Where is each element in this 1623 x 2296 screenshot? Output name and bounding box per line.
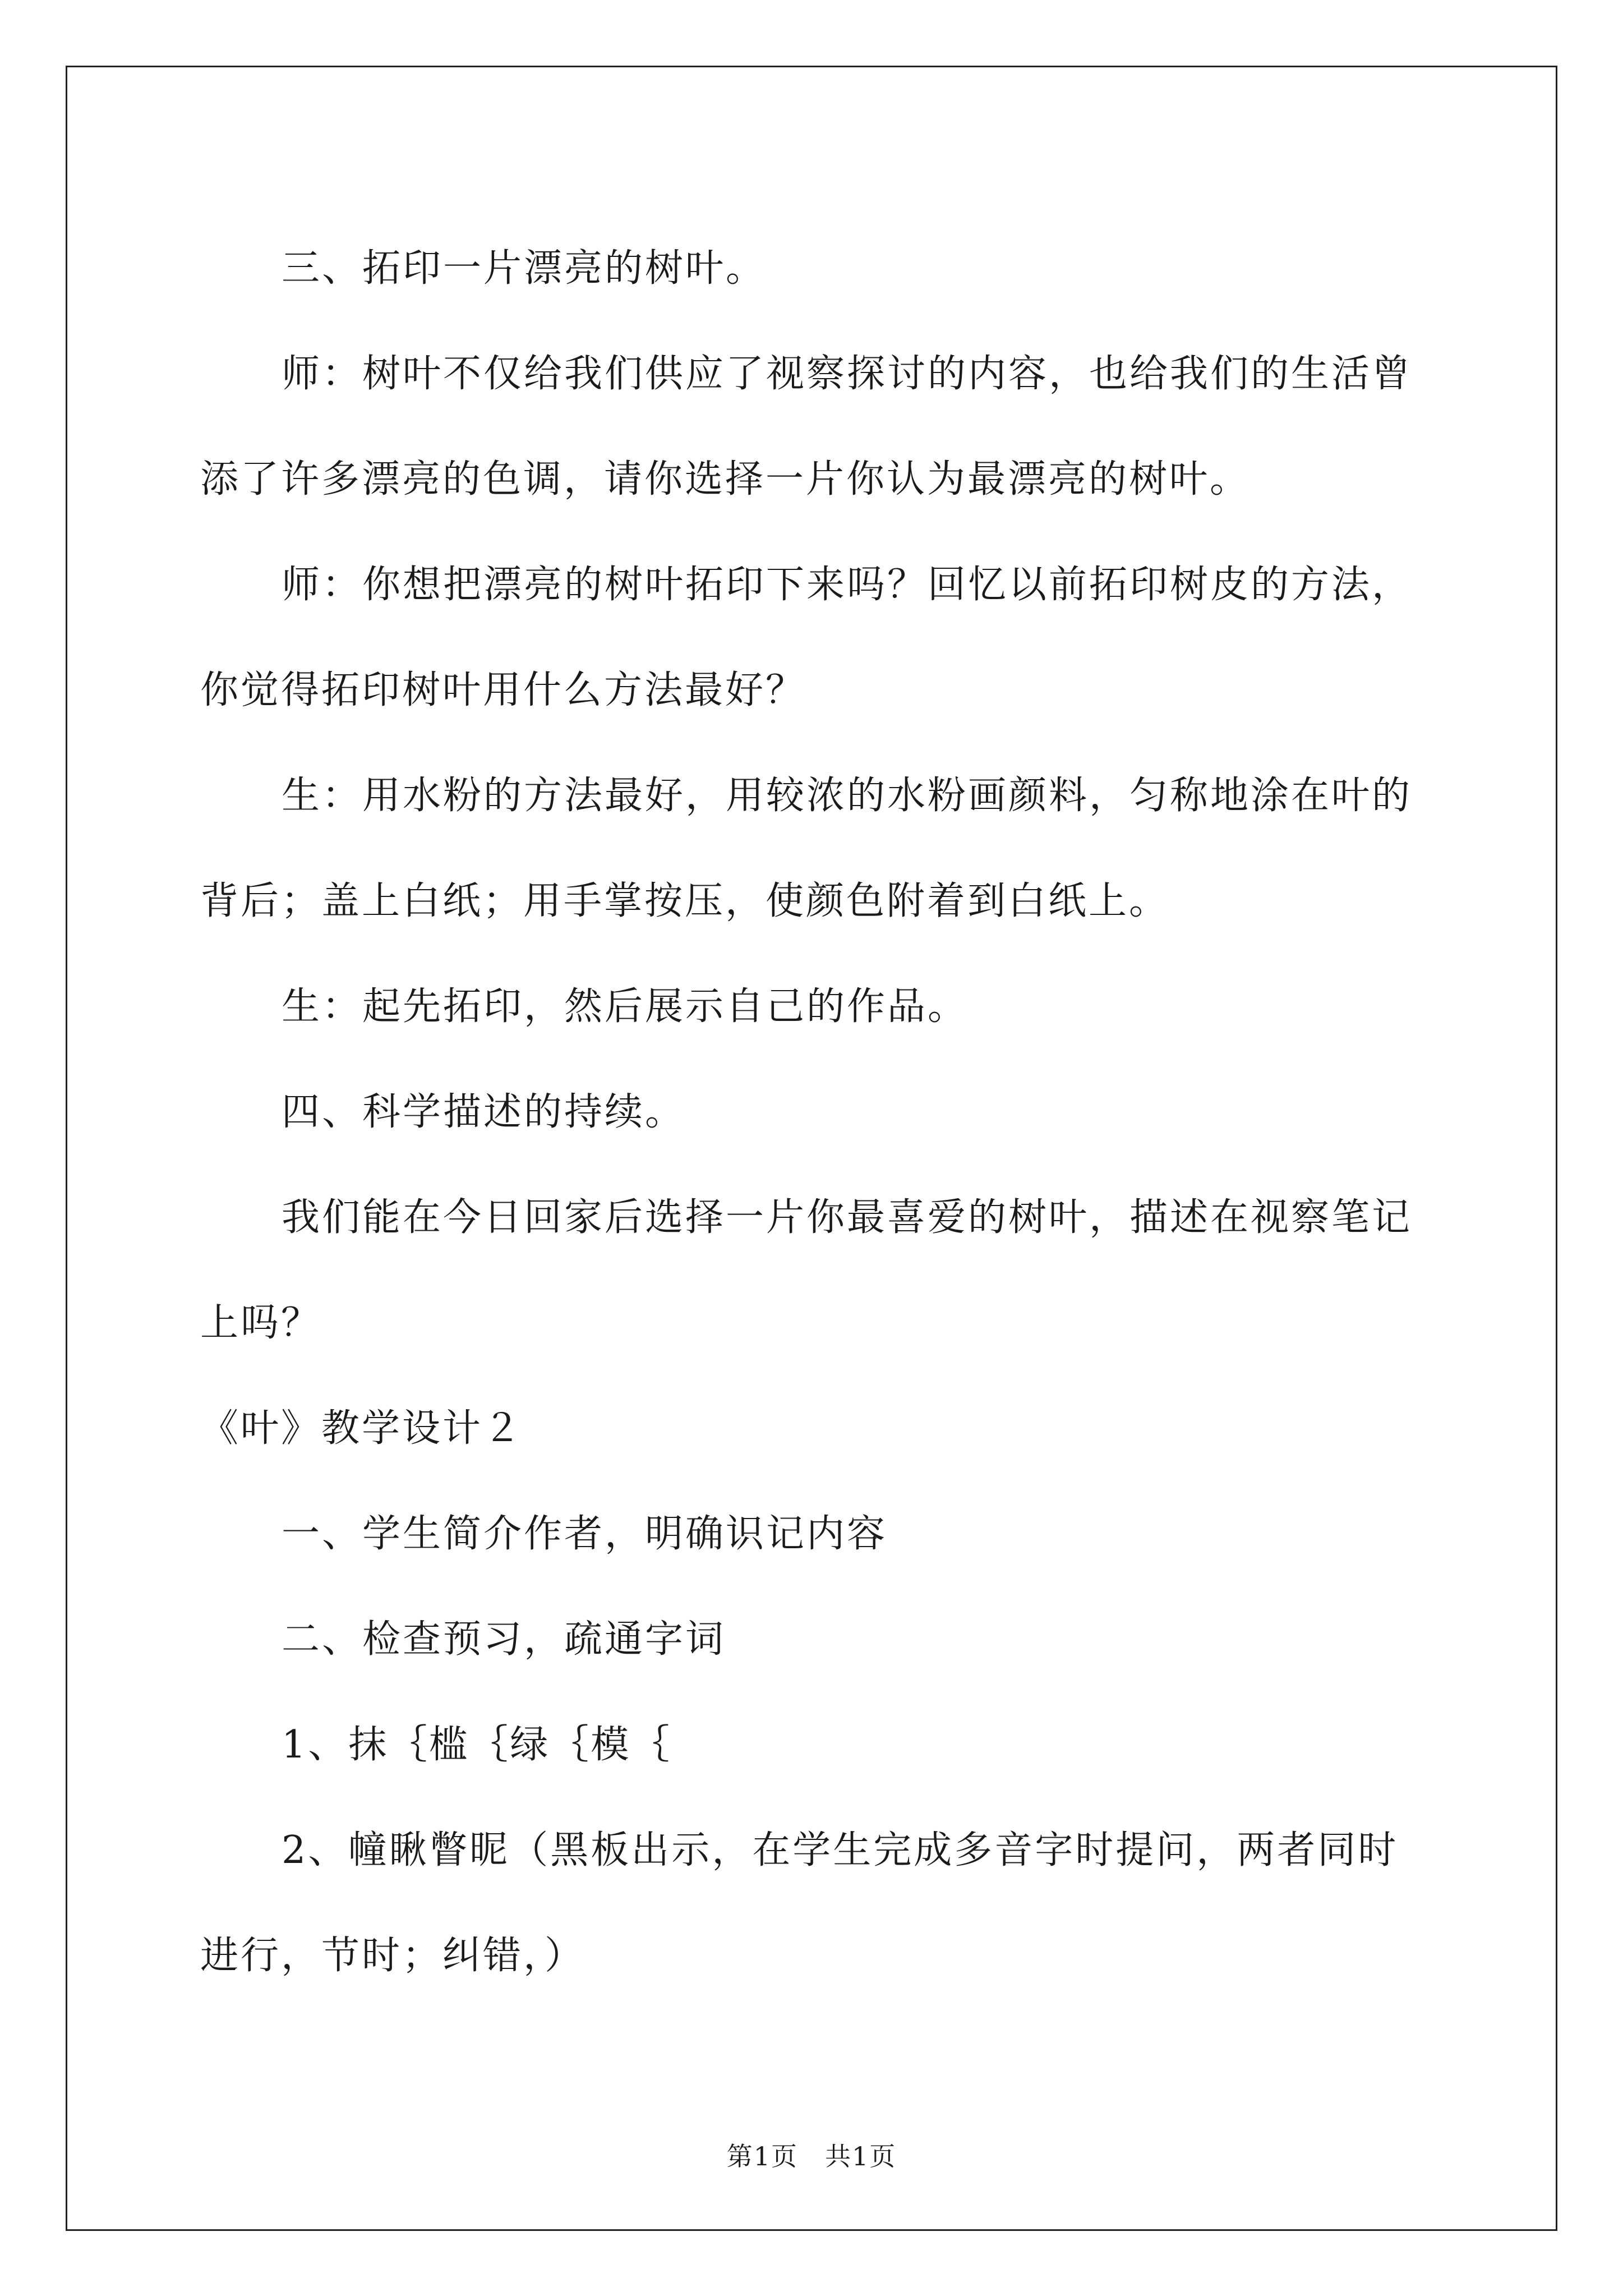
document-section-title: 《叶》教学设计２ [200,1406,524,1451]
paragraph-teacher-2: 师：你想把漂亮的树叶拓印下来吗？回忆以前拓印树皮的方法，你觉得拓印树叶用什么方法最好？ [200,563,1413,712]
page-number-footer: 第1页 共1页 [726,2141,897,2171]
paragraph-student-2: 生：起先拓印，然后展示自己的作品。 [282,984,969,1029]
section-heading-2: 二、检查预习，疏通字词 [282,1617,726,1662]
section-heading-1: 一、学生简介作者，明确识记内容 [282,1512,888,1556]
section-heading-3: 三、拓印一片漂亮的树叶。 [282,246,767,291]
paragraph-homework: 我们能在今日回家后选择一片你最喜爱的树叶，描述在视察笔记上吗？ [200,1195,1413,1345]
list-item-1: 1、抹｛槛｛绿｛模｛ [282,1723,672,1767]
list-item-2: 2、幢瞅瞥昵（黑板出示，在学生完成多音字时提问，两者同时进行，节时；纠错，） [200,1828,1399,1978]
document-body [200,216,1434,2009]
paragraph-teacher-1: 师：树叶不仅给我们供应了视察探讨的内容，也给我们的生活曾添了许多漂亮的色调，请你选择一片你认为最漂亮的树叶。 [200,352,1413,501]
paragraph-student-1: 生：用水粉的方法最好，用较浓的水粉画颜料，匀称地涂在叶的背后；盖上白纸；用手掌按压，使颜色附着到白纸上。 [200,774,1413,923]
section-heading-4: 四、科学描述的持续。 [282,1090,686,1134]
